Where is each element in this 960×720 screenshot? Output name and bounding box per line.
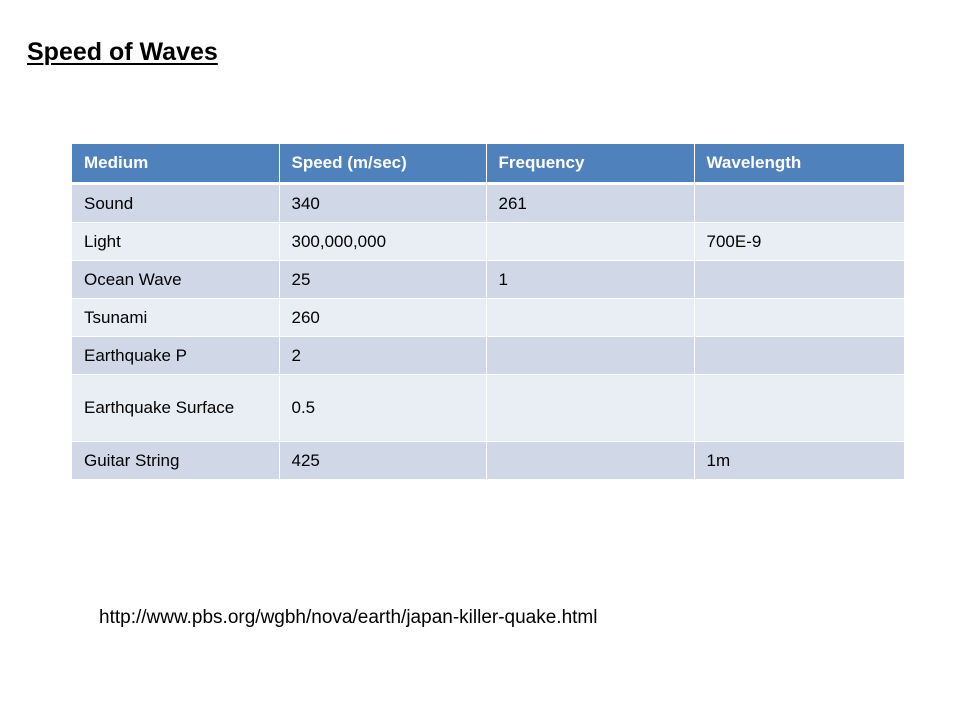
cell-wavelength: 700E-9: [694, 223, 904, 261]
cell-medium: Light: [72, 223, 279, 261]
table-row: [72, 375, 904, 442]
cell-medium: Earthquake P: [72, 337, 279, 375]
table-header-row: [72, 144, 904, 184]
header-medium: Medium: [72, 144, 279, 184]
header-speed: Speed (m/sec): [279, 144, 486, 184]
cell-wavelength: [694, 337, 904, 375]
cell-wavelength: [694, 184, 904, 223]
wave-speed-table-container: [72, 144, 904, 480]
cell-frequency: [486, 442, 694, 480]
cell-wavelength: [694, 375, 904, 442]
cell-frequency: 1: [486, 261, 694, 299]
cell-speed: 2: [279, 337, 486, 375]
header-frequency: Frequency: [486, 144, 694, 184]
cell-frequency: [486, 299, 694, 337]
wave-speed-table: [72, 144, 904, 480]
cell-medium: Earthquake Surface: [72, 375, 279, 442]
table-row: [72, 223, 904, 261]
table-row: [72, 261, 904, 299]
cell-speed: 260: [279, 299, 486, 337]
cell-wavelength: [694, 299, 904, 337]
cell-medium: Tsunami: [72, 299, 279, 337]
cell-wavelength: [694, 261, 904, 299]
cell-speed: 0.5: [279, 375, 486, 442]
cell-frequency: [486, 375, 694, 442]
cell-speed: 300,000,000: [279, 223, 486, 261]
cell-speed: 25: [279, 261, 486, 299]
table-row: [72, 337, 904, 375]
cell-frequency: [486, 223, 694, 261]
cell-medium: Guitar String: [72, 442, 279, 480]
cell-medium: Sound: [72, 184, 279, 223]
cell-frequency: 261: [486, 184, 694, 223]
cell-speed: 340: [279, 184, 486, 223]
slide-title: Speed of Waves: [27, 38, 218, 66]
cell-speed: 425: [279, 442, 486, 480]
header-wavelength: Wavelength: [694, 144, 904, 184]
cell-wavelength: 1m: [694, 442, 904, 480]
table-row: [72, 184, 904, 223]
table-row: [72, 442, 904, 480]
table-row: [72, 299, 904, 337]
source-url-link[interactable]: http://www.pbs.org/wgbh/nova/earth/japan-killer-quake.html: [99, 607, 598, 628]
cell-frequency: [486, 337, 694, 375]
cell-medium: Ocean Wave: [72, 261, 279, 299]
